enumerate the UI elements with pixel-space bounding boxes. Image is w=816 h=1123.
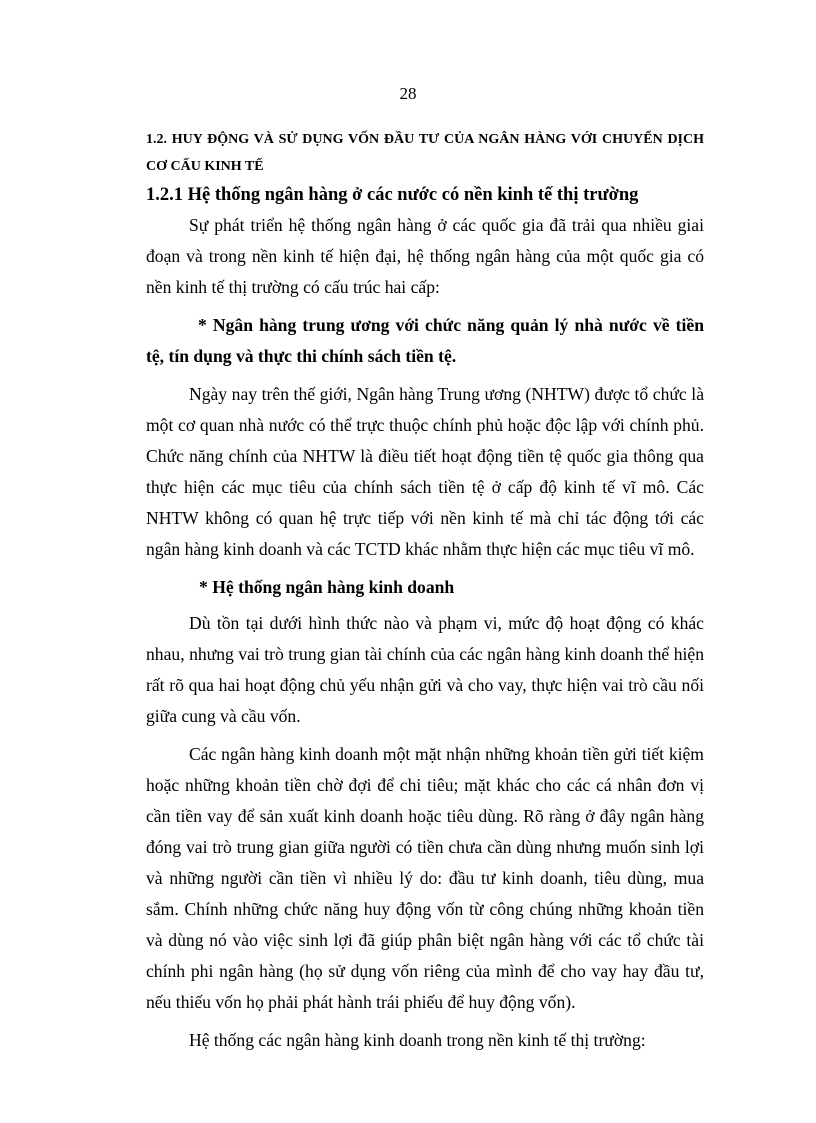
bullet-heading-commercial-banks: * Hệ thống ngân hàng kinh doanh (199, 577, 455, 597)
paragraph-commercial-functions: Các ngân hàng kinh doanh một mặt nhận những khoản tiền gửi tiết kiệm hoặc những khoản tiền chờ đợi để chi tiêu; mặt khác cho các cá nhân đơn vị cần tiền vay để sản xuất kinh doanh hoặc tiêu dùng. Rõ ràng ở đây ngân hàng đóng vai trò trung gian giữa người có tiền chưa cần dùng nhưng muốn sinh lợi và những người cần tiền vì nhiều lý do: đầu tư kinh doanh, tiêu dùng, mua sắm. Chính những chức năng huy động vốn từ công chúng những khoản tiền và dùng nó vào việc sinh lợi đã giúp phân biệt ngân hàng với các tổ chức tài chính phi ngân hàng (họ sử dụng vốn riêng của mình để cho vay hay đầu tư, nếu thiếu vốn họ phải phát hành trái phiếu để huy động vốn). (146, 744, 704, 1012)
paragraph-intro: Sự phát triển hệ thống ngân hàng ở các quốc gia đã trải qua nhiều giai đoạn và trong nền kinh tế hiện đại, hệ thống ngân hàng của một quốc gia có nền kinh tế thị trường có cấu trúc hai cấp: (146, 215, 704, 297)
document-body (146, 126, 704, 1063)
paragraph-central-bank: Ngày nay trên thế giới, Ngân hàng Trung ương (NHTW) được tổ chức là một cơ quan nhà nước có thể trực thuộc chính phủ hoặc độc lập với chính phủ. Chức năng chính của NHTW là điều tiết hoạt động tiền tệ quốc gia thông qua thực hiện các mục tiêu của chính sách tiền tệ ở cấp độ kinh tế vĩ mô. Các NHTW không có quan hệ trực tiếp với nền kinh tế mà chỉ tác động tới các ngân hàng kinh doanh và các TCTD khác nhằm thực hiện các mục tiêu vĩ mô. (146, 384, 704, 559)
bullet-heading-central-bank: * Ngân hàng trung ương với chức năng quản lý nhà nước về tiền tệ, tín dụng và thực thi chính sách tiền tệ. (146, 315, 704, 366)
section-heading: 1.2. HUY ĐỘNG VÀ SỬ DỤNG VỐN ĐẦU TƯ CỦA NGÂN HÀNG VỚI CHUYỂN DỊCH CƠ CẤU KINH TẾ (146, 132, 704, 174)
subsection-heading: 1.2.1 Hệ thống ngân hàng ở các nước có nền kinh tế thị trường (146, 185, 639, 205)
paragraph-system-intro: Hệ thống các ngân hàng kinh doanh trong nền kinh tế thị trường: (189, 1030, 646, 1050)
page-number: 28 (399, 84, 417, 103)
paragraph-commercial-role: Dù tồn tại dưới hình thức nào và phạm vi, mức độ hoạt động có khác nhau, nhưng vai trò trung gian tài chính của các ngân hàng kinh doanh thể hiện rất rõ qua hai hoạt động chủ yếu nhận gửi và cho vay, thực hiện vai trò cầu nối giữa cung và cầu vốn. (146, 613, 704, 726)
